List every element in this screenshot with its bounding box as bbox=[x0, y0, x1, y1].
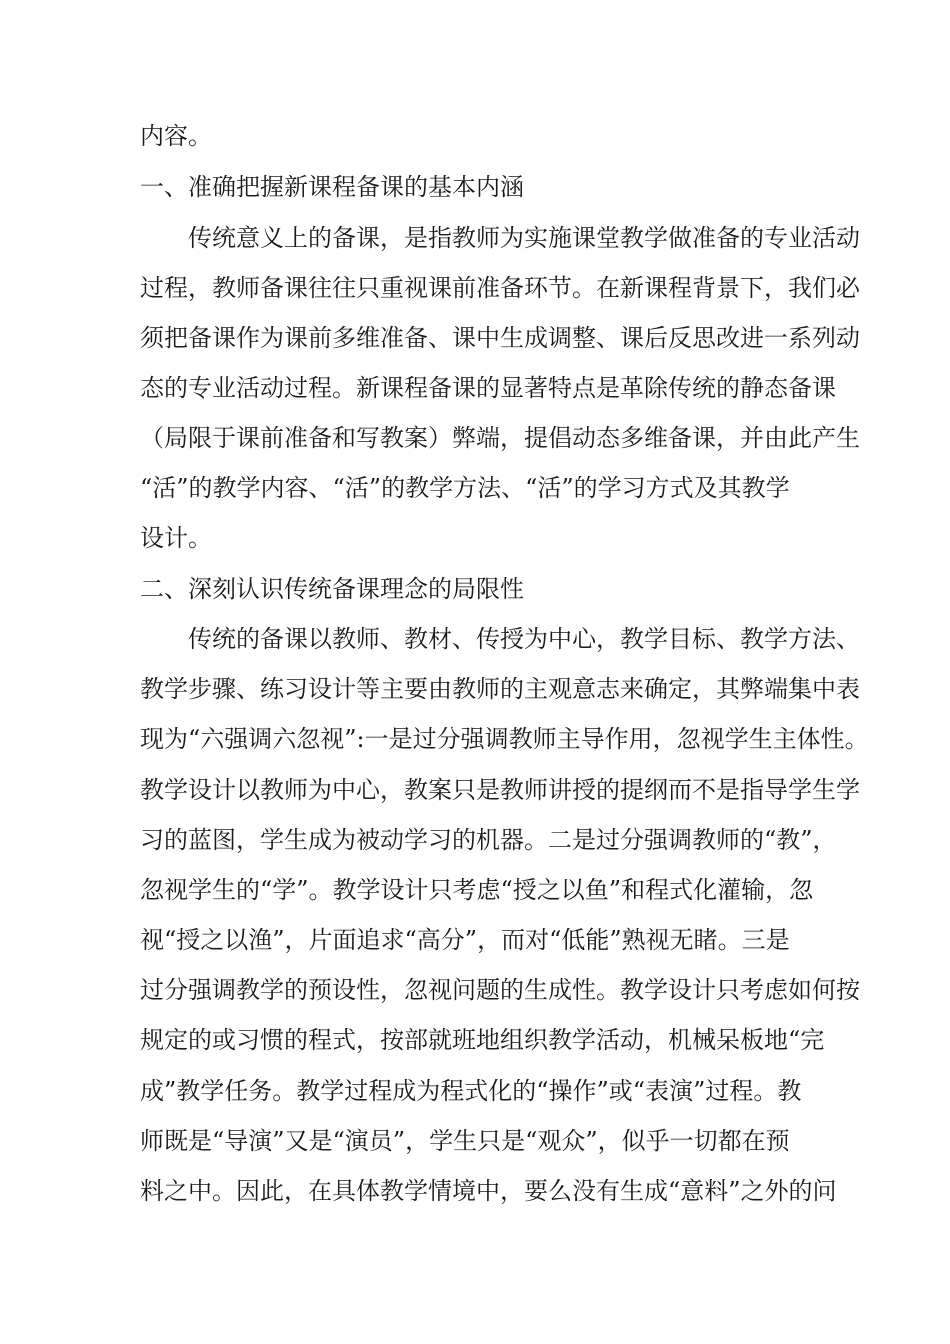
paragraph-line: 教学步骤、练习设计等主要由教师的主观意志来确定，其弊端集中表 bbox=[140, 675, 860, 703]
paragraph-line: 料之中。因此，在具体教学情境中，要么没有生成“意料”之外的问 bbox=[140, 1177, 837, 1205]
paragraph-line: “活”的教学内容、“活”的教学方法、“活”的学习方式及其教学 bbox=[140, 474, 790, 502]
section-heading: 一、准确把握新课程备课的基本内涵 bbox=[140, 173, 524, 201]
paragraph-line: 须把备课作为课前多维准备、课中生成调整、课后反思改进一系列动 bbox=[140, 324, 860, 352]
section-heading: 二、深刻认识传统备课理念的局限性 bbox=[140, 575, 524, 603]
paragraph-line: 师既是“导演”又是“演员”，学生只是“观众”，似乎一切都在预 bbox=[140, 1127, 790, 1155]
paragraph-line: 现为“六强调六忽视”:一是过分强调教师主导作用，忽视学生主体性。 bbox=[140, 725, 869, 753]
text-line: 内容。 bbox=[140, 122, 212, 150]
paragraph-line: 过分强调教学的预设性，忽视问题的生成性。教学设计只考虑如何按 bbox=[140, 976, 860, 1004]
paragraph-line: 传统意义上的备课，是指教师为实施课堂教学做准备的专业活动 bbox=[188, 224, 860, 252]
paragraph-line: 教学设计以教师为中心，教案只是教师讲授的提纲而不是指导学生学 bbox=[140, 776, 860, 804]
paragraph-line: 视“授之以渔”，片面追求“高分”，而对“低能”熟视无睹。三是 bbox=[140, 926, 790, 954]
paragraph-line: 传统的备课以教师、教材、传授为中心，教学目标、教学方法、 bbox=[188, 625, 860, 653]
paragraph-line: （局限于课前准备和写教案）弊端，提倡动态多维备课，并由此产生 bbox=[140, 424, 860, 452]
paragraph-line: 过程，教师备课往往只重视课前准备环节。在新课程背景下，我们必 bbox=[140, 274, 860, 302]
paragraph-line: 态的专业活动过程。新课程备课的显著特点是革除传统的静态备课 bbox=[140, 374, 836, 402]
paragraph-line: 成”教学任务。教学过程成为程式化的“操作”或“表演”过程。教 bbox=[140, 1077, 802, 1105]
paragraph-line: 忽视学生的“学”。教学设计只考虑“授之以鱼”和程式化灌输，忽 bbox=[140, 876, 814, 904]
paragraph-line: 规定的或习惯的程式，按部就班地组织教学活动，机械呆板地“完 bbox=[140, 1026, 825, 1054]
paragraph-line: 习的蓝图，学生成为被动学习的机器。二是过分强调教师的“教”， bbox=[140, 826, 837, 854]
paragraph-line: 设计。 bbox=[140, 524, 212, 552]
